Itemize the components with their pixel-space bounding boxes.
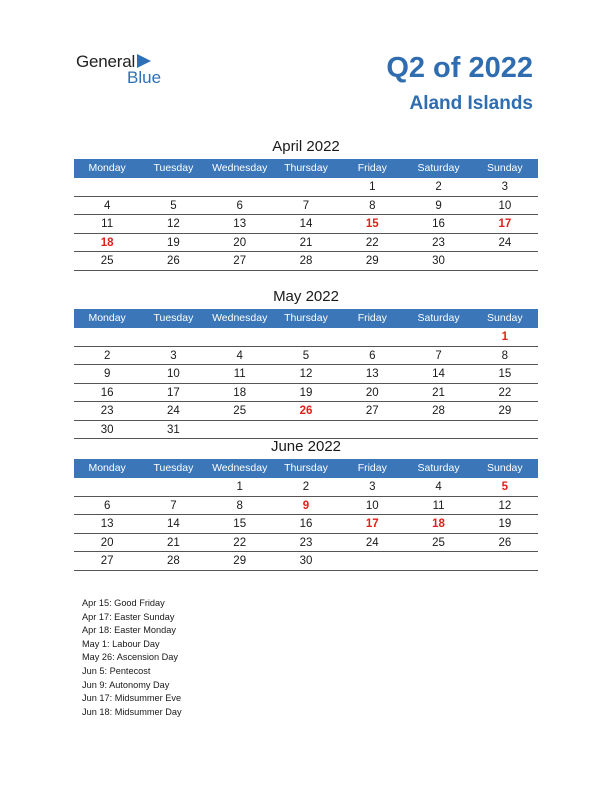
- day-cell: 14: [299, 218, 313, 230]
- day-cell: 10: [167, 368, 180, 380]
- day-cell: 2: [103, 349, 111, 362]
- weekday-header-row: [74, 459, 538, 478]
- day-cell: 1: [501, 331, 509, 343]
- day-cell: [207, 421, 273, 439]
- day-cell: 5: [302, 349, 310, 362]
- day-cell: [472, 421, 538, 439]
- day-cell: 21: [432, 386, 445, 399]
- day-cell: 11: [233, 368, 246, 380]
- day-cell: 4: [236, 349, 243, 362]
- weekday-header: Wednesday: [212, 312, 268, 324]
- weekday-header: Sunday: [487, 462, 523, 474]
- week-row: [74, 497, 538, 516]
- day-cell: [207, 178, 273, 196]
- day-cell: 25: [432, 536, 445, 549]
- day-cell: 15: [233, 518, 247, 530]
- day-cell: 28: [432, 405, 445, 417]
- holiday-note: Apr 17: Easter Sunday: [82, 611, 175, 622]
- day-cell: 25: [100, 255, 114, 267]
- day-cell: 23: [299, 536, 313, 549]
- holiday-note: Jun 5: Pentecost: [82, 665, 151, 676]
- day-cell: [74, 328, 140, 346]
- day-cell: 31: [167, 423, 180, 436]
- week-row: [74, 515, 538, 534]
- week-row: [74, 328, 538, 347]
- logo-triangle-icon: [137, 54, 151, 68]
- day-cell: 17: [167, 386, 180, 399]
- day-cell: 6: [103, 499, 111, 512]
- week-row: [74, 215, 538, 234]
- week-row: [74, 347, 538, 366]
- week-row: [74, 234, 538, 253]
- day-cell: [405, 552, 471, 570]
- day-cell: 7: [170, 499, 177, 512]
- weekday-header: Saturday: [417, 162, 460, 174]
- day-cell: 13: [365, 368, 379, 380]
- weekday-header: Monday: [88, 162, 126, 174]
- day-cell: 16: [100, 386, 114, 399]
- day-cell: 26: [299, 405, 313, 417]
- day-cell: 8: [369, 199, 376, 212]
- day-cell: [405, 421, 471, 439]
- week-row: [74, 178, 538, 197]
- weekday-header: Monday: [88, 312, 126, 324]
- day-cell: 18: [100, 236, 114, 249]
- weekday-header: Thursday: [284, 162, 328, 174]
- day-cell: 29: [233, 555, 247, 567]
- day-cell: [140, 328, 206, 346]
- day-cell: 30: [432, 255, 445, 267]
- day-cell: [472, 252, 538, 270]
- day-cell: 4: [103, 199, 111, 212]
- day-cell: 24: [365, 536, 379, 549]
- logo-text-blue: Blue: [127, 68, 162, 87]
- weekday-header: Wednesday: [212, 462, 268, 474]
- day-cell: 13: [100, 518, 114, 530]
- day-cell: 18: [432, 518, 445, 530]
- day-cell: 4: [435, 481, 442, 493]
- weekday-header: Monday: [88, 462, 126, 474]
- day-cell: 11: [432, 499, 445, 512]
- day-cell: 10: [498, 199, 512, 212]
- day-cell: 6: [369, 349, 376, 362]
- day-cell: 14: [432, 368, 445, 380]
- month-title: June 2022: [270, 438, 342, 455]
- day-cell: 1: [236, 481, 243, 493]
- day-cell: 8: [501, 349, 509, 362]
- week-row: [74, 478, 538, 497]
- day-cell: 18: [233, 386, 247, 399]
- day-cell: 26: [167, 255, 180, 267]
- day-cell: 30: [299, 555, 313, 567]
- day-cell: 9: [435, 199, 442, 212]
- week-row: [74, 384, 538, 403]
- day-cell: 12: [498, 499, 512, 512]
- month-title: April 2022: [272, 138, 340, 155]
- day-cell: 1: [369, 181, 376, 193]
- day-cell: [339, 552, 405, 570]
- day-cell: 12: [167, 218, 180, 230]
- day-cell: 19: [498, 518, 512, 530]
- day-cell: 21: [299, 236, 313, 249]
- day-cell: 23: [100, 405, 114, 417]
- day-cell: 21: [167, 536, 180, 549]
- day-cell: [273, 178, 339, 196]
- holiday-note: Apr 18: Easter Monday: [82, 625, 176, 636]
- day-cell: 30: [100, 423, 114, 436]
- day-cell: 19: [167, 236, 180, 249]
- day-cell: 9: [302, 499, 310, 512]
- day-cell: 9: [103, 368, 111, 380]
- day-cell: [405, 328, 471, 346]
- day-cell: 27: [365, 405, 379, 417]
- day-cell: 22: [365, 236, 379, 249]
- day-cell: [273, 421, 339, 439]
- holiday-note: May 26: Ascension Day: [82, 652, 179, 663]
- day-cell: 6: [236, 199, 243, 212]
- logo-text-general: General: [76, 52, 136, 71]
- week-row: [74, 552, 538, 571]
- day-cell: 15: [498, 368, 512, 380]
- weekday-header: Tuesday: [153, 462, 194, 474]
- weekday-header: Tuesday: [153, 162, 194, 174]
- weekday-header-row: [74, 309, 538, 328]
- weekday-header-row: [74, 159, 538, 178]
- day-cell: 14: [167, 518, 180, 530]
- day-cell: [273, 328, 339, 346]
- weekday-header: Thursday: [284, 462, 328, 474]
- month-calendar-june: [74, 437, 538, 571]
- holiday-list: [82, 597, 182, 719]
- day-cell: [472, 552, 538, 570]
- brand-logo: [76, 52, 176, 88]
- day-cell: 17: [498, 218, 512, 230]
- day-cell: 13: [233, 218, 247, 230]
- day-cell: 3: [170, 349, 177, 362]
- holiday-note: May 1: Labour Day: [82, 638, 160, 649]
- day-cell: 3: [501, 181, 509, 193]
- week-row: [74, 197, 538, 216]
- day-cell: 28: [299, 255, 313, 267]
- day-cell: 12: [299, 368, 313, 380]
- weekday-header: Friday: [357, 312, 387, 324]
- month-calendar-april: [74, 137, 538, 271]
- month-calendar-may: [74, 287, 538, 439]
- day-cell: 26: [498, 536, 512, 549]
- holiday-note: Apr 15: Good Friday: [82, 598, 165, 608]
- day-cell: 11: [101, 218, 114, 230]
- weekday-header: Thursday: [284, 312, 328, 324]
- weekday-header: Saturday: [417, 462, 460, 474]
- day-cell: 17: [365, 518, 379, 530]
- day-cell: 16: [299, 518, 313, 530]
- day-cell: 23: [432, 236, 445, 249]
- weekday-header: Tuesday: [153, 312, 194, 324]
- day-cell: 25: [233, 405, 247, 417]
- day-cell: [74, 478, 140, 496]
- day-cell: 2: [302, 481, 310, 493]
- day-cell: 15: [365, 218, 379, 230]
- day-cell: [339, 328, 405, 346]
- weekday-header: Saturday: [417, 312, 460, 324]
- day-cell: 22: [233, 536, 247, 549]
- weekday-header: Friday: [357, 162, 387, 174]
- weekday-header: Sunday: [487, 162, 523, 174]
- day-cell: 10: [365, 499, 379, 512]
- holiday-note: Jun 9: Autonomy Day: [82, 679, 170, 690]
- day-cell: 29: [498, 405, 512, 417]
- week-row: [74, 252, 538, 271]
- week-row: [74, 402, 538, 421]
- day-cell: 20: [100, 536, 114, 549]
- day-cell: 27: [233, 255, 247, 267]
- day-cell: 7: [302, 199, 310, 212]
- day-cell: [339, 421, 405, 439]
- week-row: [74, 534, 538, 553]
- holiday-note: Jun 17: Midsummer Eve: [82, 693, 182, 704]
- weekday-header: Sunday: [487, 312, 523, 324]
- day-cell: 24: [167, 405, 180, 417]
- day-cell: 20: [365, 386, 379, 399]
- day-cell: 24: [498, 236, 512, 249]
- day-cell: 27: [100, 555, 114, 567]
- month-title: May 2022: [273, 288, 339, 305]
- day-cell: 2: [435, 181, 442, 193]
- day-cell: 8: [236, 499, 243, 512]
- weekday-header: Friday: [357, 462, 387, 474]
- day-cell: [74, 178, 140, 196]
- holiday-note: Jun 18: Midsummer Day: [82, 706, 182, 717]
- day-cell: 20: [233, 236, 247, 249]
- week-row: [74, 365, 538, 384]
- day-cell: 19: [299, 386, 313, 399]
- day-cell: 29: [365, 255, 379, 267]
- page-title: Q2 of 2022: [386, 52, 533, 84]
- day-cell: 28: [167, 555, 180, 567]
- day-cell: 3: [369, 481, 376, 493]
- day-cell: 5: [170, 199, 177, 212]
- day-cell: 5: [501, 481, 509, 493]
- day-cell: 22: [498, 386, 512, 399]
- day-cell: 7: [435, 349, 442, 362]
- page-subtitle: Aland Islands: [409, 93, 533, 114]
- weekday-header: Wednesday: [212, 162, 268, 174]
- day-cell: 16: [432, 218, 445, 230]
- day-cell: [140, 178, 206, 196]
- day-cell: [140, 478, 206, 496]
- day-cell: [207, 328, 273, 346]
